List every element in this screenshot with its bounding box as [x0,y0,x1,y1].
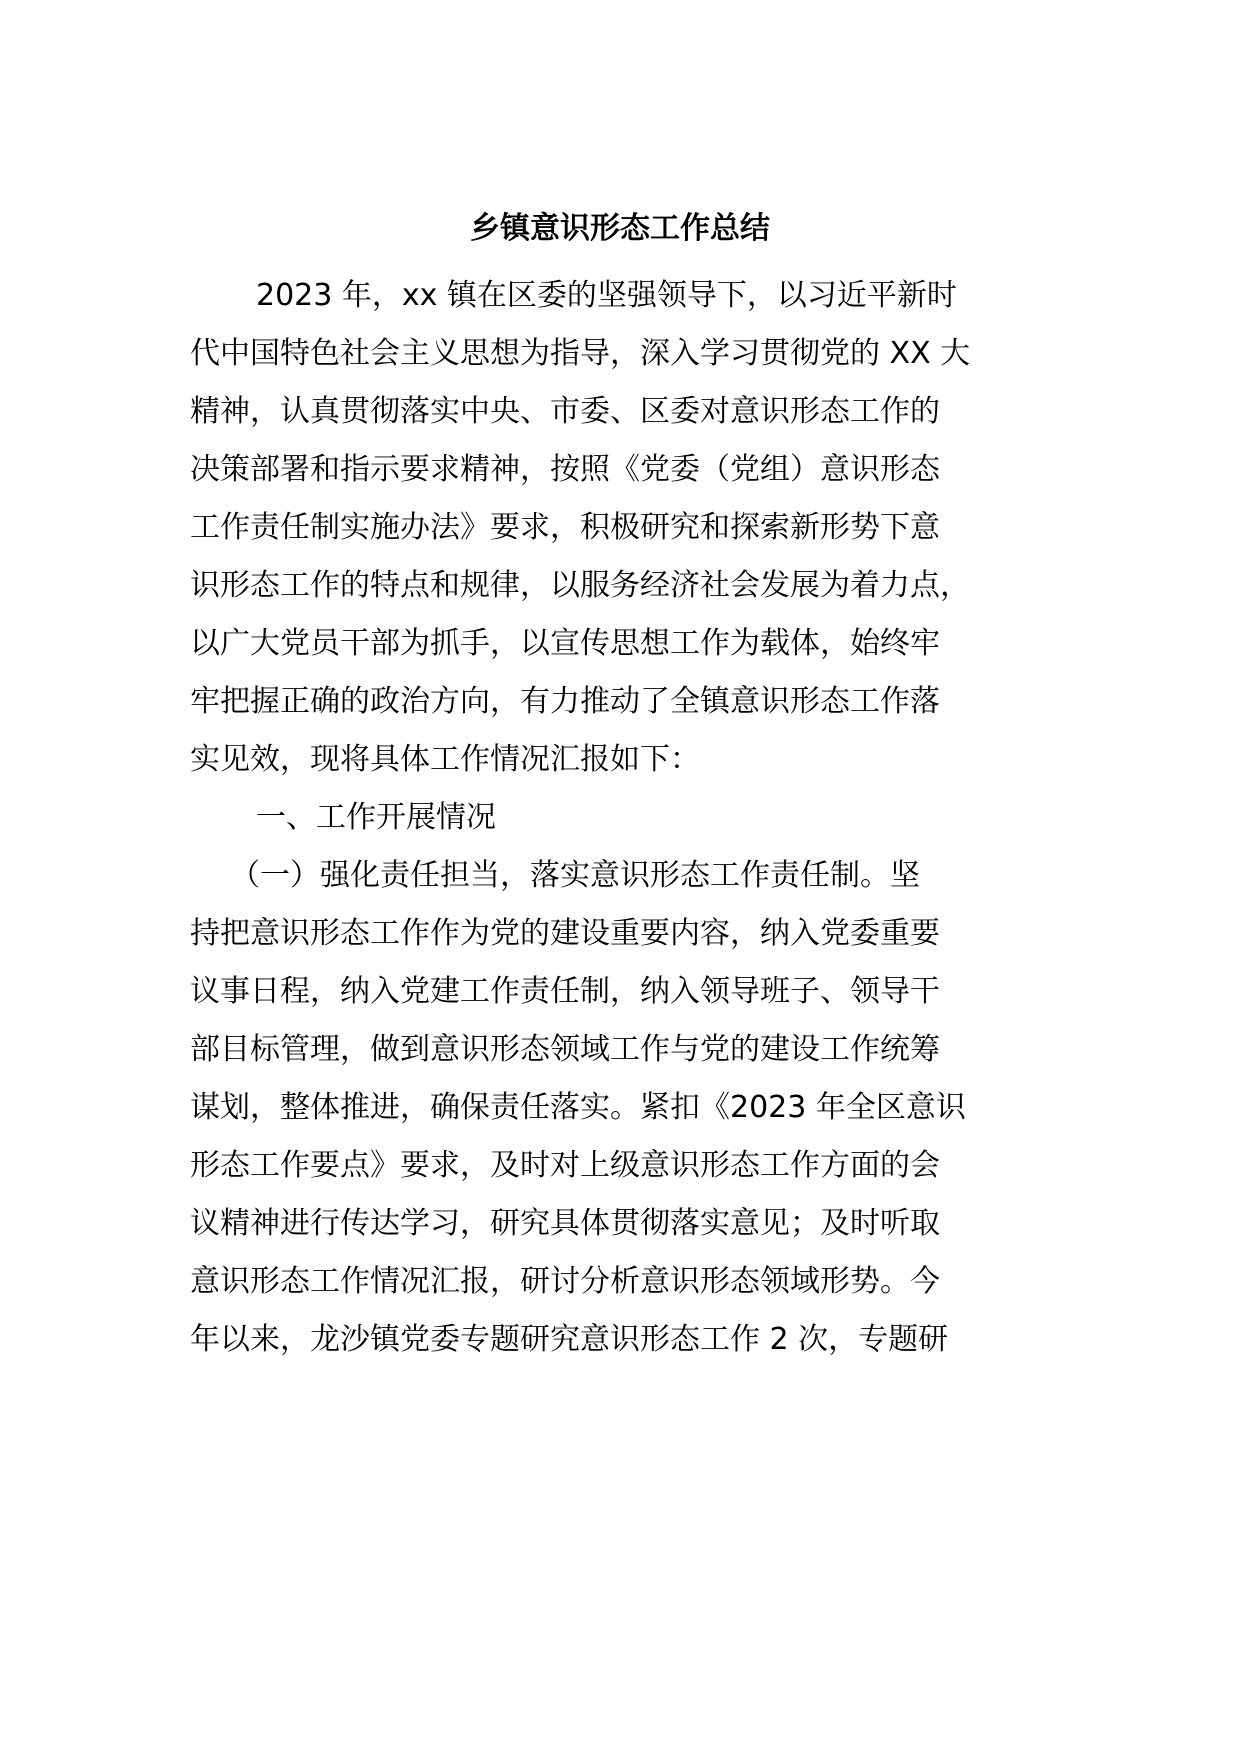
subsection-line-7: 议精神进行传达学习，研究具体贯彻落实意见；及时听取 [190,1206,940,1241]
document-title: 乡镇意识形态工作总结 [470,211,770,246]
paragraph-line-3: 精神，认真贯彻落实中央、市委、区委对意识形态工作的 [190,394,940,429]
paragraph-line-7: 以广大党员干部为抓手，以宣传思想工作为载体，始终牢 [190,626,940,661]
paragraph-line-1: 2023 年，xx 镇在区委的坚强领导下，以习近平新时 [256,278,957,313]
paragraph-line-2: 代中国特色社会主义思想为指导，深入学习贯彻党的 XX 大 [190,336,971,371]
paragraph-line-4: 决策部署和指示要求精神，按照《党委（党组）意识形态 [190,452,940,487]
subsection-line-6: 形态工作要点》要求，及时对上级意识形态工作方面的会 [190,1148,940,1183]
paragraph-line-9: 实见效，现将具体工作情况汇报如下： [190,742,700,777]
subsection-line-3: 议事日程，纳入党建工作责任制，纳入领导班子、领导干 [190,974,940,1009]
section-heading: 一、工作开展情况 [256,800,496,835]
subsection-line-1: （一）强化责任担当，落实意识形态工作责任制。坚 [230,858,920,893]
subsection-line-9: 年以来，龙沙镇党委专题研究意识形态工作 2 次，专题研 [190,1322,949,1357]
paragraph-line-6: 识形态工作的特点和规律，以服务经济社会发展为着力点， [190,568,970,603]
subsection-line-2: 持把意识形态工作作为党的建设重要内容，纳入党委重要 [190,916,940,951]
paragraph-line-5: 工作责任制实施办法》要求，积极研究和探索新形势下意 [190,510,940,545]
subsection-line-5: 谋划，整体推进，确保责任落实。紧扣《2023 年全区意识 [190,1090,966,1125]
subsection-line-4: 部目标管理，做到意识形态领域工作与党的建设工作统筹 [190,1032,940,1067]
subsection-line-8: 意识形态工作情况汇报，研讨分析意识形态领域形势。今 [190,1264,940,1299]
paragraph-line-8: 牢把握正确的政治方向，有力推动了全镇意识形态工作落 [190,684,940,719]
